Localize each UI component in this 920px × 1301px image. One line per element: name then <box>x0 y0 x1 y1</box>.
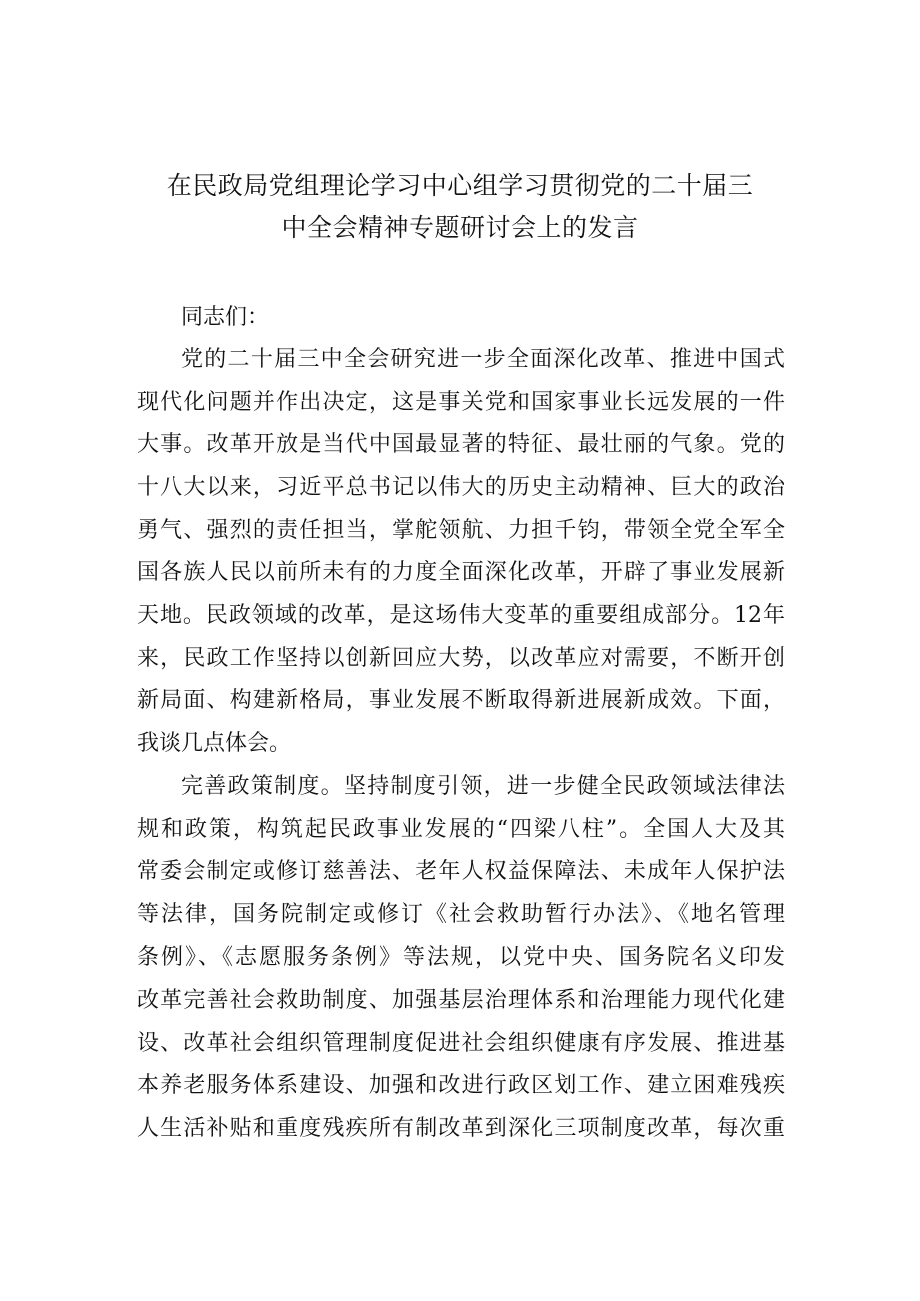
paragraph-1-line: 大事。改革开放是当代中国最显著的特征、最壮丽的气象。党的 <box>137 432 785 457</box>
paragraph-1-line: 来，民政工作坚持以创新回应大势，以改革应对需要，不断开创 <box>137 646 785 671</box>
paragraph-1-line: 勇气、强烈的责任担当，掌舵领航、力担千钧，带领全党全军全 <box>137 518 785 543</box>
paragraph-2-line: 本养老服务体系建设、加强和改进行政区划工作、建立困难残疾 <box>137 1073 785 1098</box>
paragraph-2-line: 规和政策，构筑起民政事业发展的“四梁八柱”。全国人大及其 <box>137 817 785 842</box>
document-title-line-2: 中全会精神专题研讨会上的发言 <box>281 213 639 242</box>
paragraph-2-line: 条例》、《志愿服务条例》等法规，以党中央、国务院名义印发 <box>137 945 785 970</box>
document-title-line-1: 在民政局党组理论学习中心组学习贯彻党的二十届三 <box>166 171 754 200</box>
paragraph-1-line: 十八大以来，习近平总书记以伟大的历史主动精神、巨大的政治 <box>137 475 785 500</box>
paragraph-1-line: 我谈几点体会。 <box>137 731 292 756</box>
paragraph-2-line: 等法律，国务院制定或修订《社会救助暂行办法》、《地名管理 <box>137 902 785 927</box>
paragraph-1-line: 现代化问题并作出决定，这是事关党和国家事业长远发展的一件 <box>137 390 785 415</box>
paragraph-1-line: 党的二十届三中全会研究进一步全面深化改革、推进中国式 <box>181 347 785 372</box>
paragraph-2-line: 改革完善社会救助制度、加强基层治理体系和治理能力现代化建 <box>137 988 785 1013</box>
paragraph-1-line: 国各族人民以前所未有的力度全面深化改革，开辟了事业发展新 <box>137 560 785 585</box>
paragraph-2-line: 设、改革社会组织管理制度促进社会组织健康有序发展、推进基 <box>137 1031 785 1056</box>
paragraph-2-line: 常委会制定或修订慈善法、老年人权益保障法、未成年人保护法 <box>137 859 785 884</box>
paragraph-1-line: 新局面、构建新格局，事业发展不断取得新进展新成效。下面， <box>137 688 785 713</box>
paragraph-2-line: 完善政策制度。坚持制度引领，进一步健全民政领域法律法 <box>181 774 785 799</box>
salutation: 同志们： <box>181 305 270 330</box>
paragraph-1-line: 天地。民政领域的改革，是这场伟大变革的重要组成部分。12年 <box>137 603 785 628</box>
paragraph-2-line: 人生活补贴和重度残疾所有制改革到深化三项制度改革，每次重 <box>137 1116 785 1141</box>
